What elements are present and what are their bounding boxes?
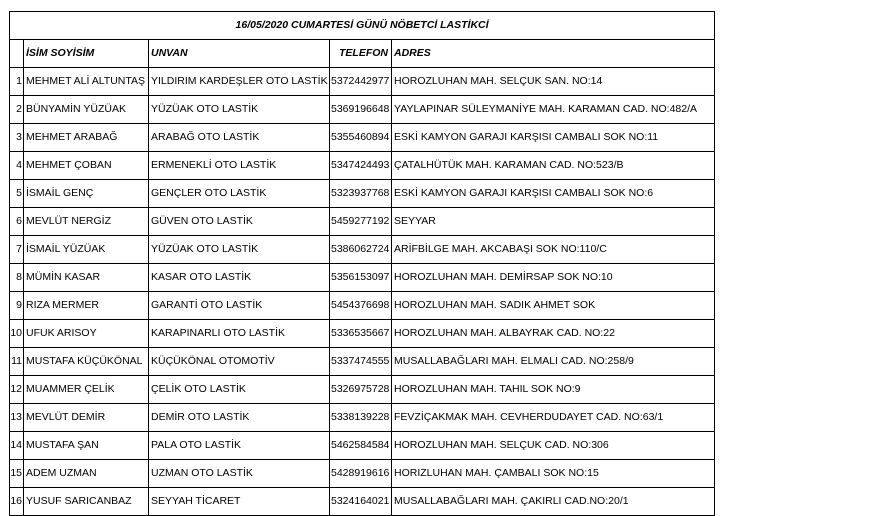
row-number-cell: 10 bbox=[10, 320, 24, 348]
name-cell: UFUK ARISOY bbox=[24, 320, 149, 348]
title-cell: GÜVEN OTO LASTİK bbox=[149, 208, 330, 236]
row-number-cell: 1 bbox=[10, 68, 24, 96]
name-cell: İSMAİL GENÇ bbox=[24, 180, 149, 208]
address-cell: FEVZİÇAKMAK MAH. CEVHERDUDAYET CAD. NO:63/1 bbox=[392, 404, 715, 432]
title-cell: ÇELİK OTO LASTİK bbox=[149, 376, 330, 404]
title-cell: GARANTİ OTO LASTİK bbox=[149, 292, 330, 320]
table-row bbox=[10, 264, 715, 292]
phone-cell: 5356153097 bbox=[330, 264, 392, 292]
address-cell: MUSALLABAĞLARI MAH. ÇAKIRLI CAD.NO:20/1 bbox=[392, 488, 715, 516]
title-cell: YÜZÜAK OTO LASTİK bbox=[149, 96, 330, 124]
phone-cell: 5459277192 bbox=[330, 208, 392, 236]
name-cell: MUSTAFA ŞAN bbox=[24, 432, 149, 460]
table-title-row bbox=[10, 12, 715, 40]
address-cell: HOROZLUHAN MAH. TAHIL SOK NO:9 bbox=[392, 376, 715, 404]
row-number-cell: 6 bbox=[10, 208, 24, 236]
table-row bbox=[10, 152, 715, 180]
table-header-row bbox=[10, 40, 715, 68]
table-row bbox=[10, 236, 715, 264]
address-cell: MUSALLABAĞLARI MAH. ELMALI CAD. NO:258/9 bbox=[392, 348, 715, 376]
address-cell: ÇATALHÜTÜK MAH. KARAMAN CAD. NO:523/B bbox=[392, 152, 715, 180]
table-row bbox=[10, 292, 715, 320]
table-row bbox=[10, 180, 715, 208]
address-cell: HOROZLUHAN MAH. SADIK AHMET SOK bbox=[392, 292, 715, 320]
address-cell: SEYYAR bbox=[392, 208, 715, 236]
row-number-cell: 16 bbox=[10, 488, 24, 516]
name-cell: MEHMET ARABAĞ bbox=[24, 124, 149, 152]
phone-cell: 5462584584 bbox=[330, 432, 392, 460]
header-name: İSİM SOYİSİM bbox=[24, 40, 149, 68]
table-row bbox=[10, 460, 715, 488]
row-number-cell: 8 bbox=[10, 264, 24, 292]
name-cell: MEHMET ÇOBAN bbox=[24, 152, 149, 180]
table-row bbox=[10, 404, 715, 432]
header-address: ADRES bbox=[392, 40, 715, 68]
phone-cell: 5428919616 bbox=[330, 460, 392, 488]
table-body bbox=[10, 68, 715, 516]
name-cell: RIZA MERMER bbox=[24, 292, 149, 320]
name-cell: MÜMİN KASAR bbox=[24, 264, 149, 292]
header-phone: TELEFON bbox=[330, 40, 392, 68]
table-row bbox=[10, 488, 715, 516]
row-number-cell: 12 bbox=[10, 376, 24, 404]
phone-cell: 5338139228 bbox=[330, 404, 392, 432]
phone-cell: 5337474555 bbox=[330, 348, 392, 376]
address-cell: HOROZLUHAN MAH. DEMİRSAP SOK NO:10 bbox=[392, 264, 715, 292]
address-cell: HOROZLUHAN MAH. SELÇUK SAN. NO:14 bbox=[392, 68, 715, 96]
table-row bbox=[10, 124, 715, 152]
phone-cell: 5324164021 bbox=[330, 488, 392, 516]
phone-cell: 5454376698 bbox=[330, 292, 392, 320]
title-cell: PALA OTO LASTİK bbox=[149, 432, 330, 460]
title-cell: UZMAN OTO LASTİK bbox=[149, 460, 330, 488]
table-row bbox=[10, 376, 715, 404]
row-number-cell: 15 bbox=[10, 460, 24, 488]
row-number-cell: 7 bbox=[10, 236, 24, 264]
title-cell: YÜZÜAK OTO LASTİK bbox=[149, 236, 330, 264]
address-cell: ESKİ KAMYON GARAJI KARŞISI CAMBALI SOK NO:6 bbox=[392, 180, 715, 208]
name-cell: MUSTAFA KÜÇÜKÖNAL bbox=[24, 348, 149, 376]
phone-cell: 5372442977 bbox=[330, 68, 392, 96]
name-cell: MUAMMER ÇELİK bbox=[24, 376, 149, 404]
title-cell: GENÇLER OTO LASTİK bbox=[149, 180, 330, 208]
address-cell: HORIZLUHAN MAH. ÇAMBALI SOK NO:15 bbox=[392, 460, 715, 488]
address-cell: ARİFBİLGE MAH. AKCABAŞI SOK NO:110/C bbox=[392, 236, 715, 264]
name-cell: MEVLÜT NERGİZ bbox=[24, 208, 149, 236]
table-row bbox=[10, 348, 715, 376]
name-cell: BÜNYAMİN YÜZÜAK bbox=[24, 96, 149, 124]
table-row bbox=[10, 320, 715, 348]
phone-cell: 5355460894 bbox=[330, 124, 392, 152]
name-cell: MEVLÜT DEMİR bbox=[24, 404, 149, 432]
duty-tire-shop-table bbox=[9, 11, 715, 516]
title-cell: YILDIRIM KARDEŞLER OTO LASTİK bbox=[149, 68, 330, 96]
title-cell: KASAR OTO LASTİK bbox=[149, 264, 330, 292]
address-cell: YAYLAPINAR SÜLEYMANİYE MAH. KARAMAN CAD. NO:482/A bbox=[392, 96, 715, 124]
phone-cell: 5386062724 bbox=[330, 236, 392, 264]
address-cell: HOROZLUHAN MAH. SELÇUK CAD. NO:306 bbox=[392, 432, 715, 460]
phone-cell: 5347424493 bbox=[330, 152, 392, 180]
table-row bbox=[10, 96, 715, 124]
title-cell: SEYYAH TİCARET bbox=[149, 488, 330, 516]
row-number-cell: 3 bbox=[10, 124, 24, 152]
name-cell: YUSUF SARICANBAZ bbox=[24, 488, 149, 516]
header-title: UNVAN bbox=[149, 40, 330, 68]
row-number-cell: 14 bbox=[10, 432, 24, 460]
table-title: 16/05/2020 CUMARTESİ GÜNÜ NÖBETCİ LASTİKCİ bbox=[10, 12, 715, 40]
name-cell: MEHMET ALİ ALTUNTAŞ bbox=[24, 68, 149, 96]
name-cell: ADEM UZMAN bbox=[24, 460, 149, 488]
title-cell: DEMİR OTO LASTİK bbox=[149, 404, 330, 432]
table-row bbox=[10, 208, 715, 236]
row-number-cell: 5 bbox=[10, 180, 24, 208]
address-cell: ESKİ KAMYON GARAJI KARŞISI CAMBALI SOK NO:11 bbox=[392, 124, 715, 152]
title-cell: ARABAĞ OTO LASTİK bbox=[149, 124, 330, 152]
row-number-cell: 13 bbox=[10, 404, 24, 432]
table-row bbox=[10, 68, 715, 96]
phone-cell: 5369196648 bbox=[330, 96, 392, 124]
title-cell: KÜÇÜKÖNAL OTOMOTİV bbox=[149, 348, 330, 376]
header-no bbox=[10, 40, 24, 68]
address-cell: HOROZLUHAN MAH. ALBAYRAK CAD. NO:22 bbox=[392, 320, 715, 348]
phone-cell: 5336535667 bbox=[330, 320, 392, 348]
row-number-cell: 11 bbox=[10, 348, 24, 376]
phone-cell: 5323937768 bbox=[330, 180, 392, 208]
row-number-cell: 2 bbox=[10, 96, 24, 124]
table-row bbox=[10, 432, 715, 460]
phone-cell: 5326975728 bbox=[330, 376, 392, 404]
row-number-cell: 4 bbox=[10, 152, 24, 180]
row-number-cell: 9 bbox=[10, 292, 24, 320]
name-cell: İSMAİL YÜZÜAK bbox=[24, 236, 149, 264]
title-cell: ERMENEKLİ OTO LASTİK bbox=[149, 152, 330, 180]
title-cell: KARAPINARLI OTO LASTİK bbox=[149, 320, 330, 348]
